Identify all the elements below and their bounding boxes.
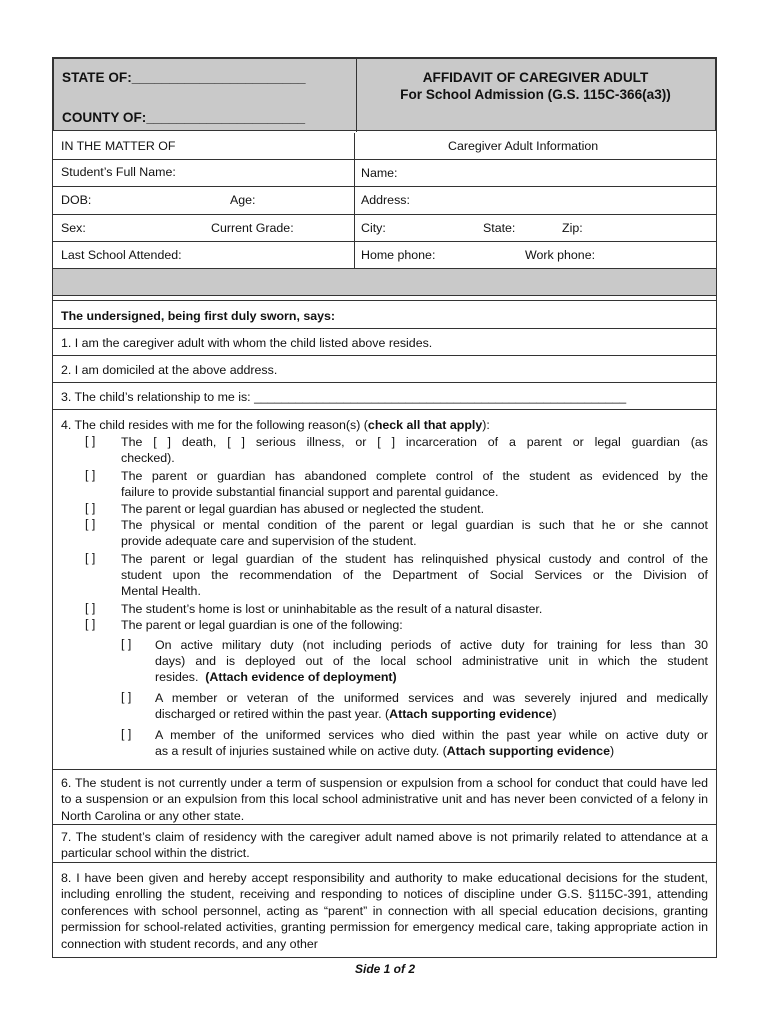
- subreason-3-b: as a result of injuries sustained while on active duty. (: [155, 744, 447, 758]
- subreason-2-checkbox[interactable]: [ ]: [121, 690, 132, 704]
- statement-7-text: 7. The student’s claim of residency with the caregiver adult named above is not primarily related to attendance at a particular school within the district.: [61, 830, 708, 861]
- statement-6-text: 6. The student is not currently under a term of suspension or expulsion from a school for conduct that could have led to a suspension or an expulsion from this local school administrative unit and has never been convicted of a felony in North Carolina or any other state.: [61, 776, 708, 823]
- subreason-3-attach: Attach supporting evidence: [446, 744, 610, 758]
- statement-4-intro: [61, 417, 490, 434]
- subreason-2-text-cont: [155, 706, 556, 723]
- subreason-2-d: ): [552, 707, 557, 721]
- reason-3-checkbox[interactable]: [ ]: [85, 501, 96, 515]
- sex-label[interactable]: Sex:: [61, 221, 86, 235]
- sworn-statement: [53, 300, 716, 329]
- reason-2-text: The parent or guardian has abandoned complete control of the student as evidenced by the: [121, 469, 708, 483]
- statement-1-text: 1. I am the caregiver adult with whom the child listed above resides.: [61, 336, 433, 350]
- reason-7-checkbox[interactable]: [ ]: [85, 617, 96, 631]
- reason-5-checkbox[interactable]: [ ]: [85, 551, 96, 565]
- reason-2-checkbox[interactable]: [ ]: [85, 468, 96, 482]
- statement-7: [53, 825, 716, 863]
- sworn-text: The undersigned, being first duly sworn, says:: [61, 309, 336, 323]
- home-phone-label[interactable]: Home phone:: [361, 248, 436, 262]
- title-cell: [356, 59, 715, 132]
- intro-b: check all that apply: [367, 418, 483, 432]
- dob-label[interactable]: DOB:: [61, 193, 92, 207]
- city-label[interactable]: City:: [361, 221, 386, 235]
- last-school-field[interactable]: [53, 242, 355, 270]
- form-header: [53, 58, 716, 131]
- subreason-1-text-cont: days) and is deployed out of the local school administrative unit in which the student: [155, 654, 708, 668]
- state-of-field[interactable]: STATE OF:_______________________: [62, 70, 306, 85]
- statement-4: [53, 410, 716, 770]
- reason-1-checkbox[interactable]: [ ]: [85, 434, 96, 448]
- phone-row: [355, 242, 716, 270]
- address-label: Address:: [361, 193, 410, 207]
- statement-1: [53, 329, 716, 356]
- reason-1-text: The [ ] death, [ ] serious illness, or [ ] incarceration of a parent or legal guardian (as: [121, 435, 708, 449]
- subreason-3-d: ): [609, 744, 615, 758]
- affidavit-form: [52, 57, 717, 958]
- caregiver-name-field[interactable]: [355, 160, 716, 187]
- caregiver-name-label: Name:: [361, 166, 398, 180]
- statement-6: [53, 770, 716, 825]
- reason-4-text: The physical or mental condition of the parent or legal guardian is such that he or she cannot: [121, 518, 708, 532]
- reason-2-text-cont: failure to provide substantial financial support and parental guidance.: [121, 485, 499, 499]
- student-name-field[interactable]: [53, 160, 355, 187]
- dob-age-row: [53, 187, 355, 215]
- grade-label[interactable]: Current Grade:: [211, 221, 294, 235]
- city-state-zip-row: [355, 215, 716, 242]
- reason-6-text: The student’s home is lost or uninhabitable as the result of a natural disaster.: [121, 602, 543, 616]
- last-school-label: Last School Attended:: [61, 248, 182, 262]
- reason-5-text-cont: student upon the recommendation of the Department of Social Services or the Division of: [121, 568, 708, 582]
- statement-3[interactable]: [53, 383, 716, 410]
- reason-5-text: The parent or legal guardian of the student has relinquished physical custody and control of the: [121, 552, 708, 566]
- subreason-1-text-end: [155, 669, 397, 686]
- subreason-2-text: A member or veteran of the uniformed services and was severely injured and medically: [155, 691, 708, 705]
- jurisdiction-cell: [54, 59, 357, 132]
- subreason-3-text-cont: [155, 743, 614, 760]
- page-footer: Side 1 of 2: [354, 962, 416, 976]
- intro-c: ):: [482, 418, 490, 432]
- reason-1-text-cont: checked).: [121, 451, 175, 465]
- subreason-3-checkbox[interactable]: [ ]: [121, 727, 132, 741]
- matter-label: IN THE MATTER OF: [61, 139, 176, 153]
- reason-6-checkbox[interactable]: [ ]: [85, 601, 96, 615]
- subreason-1-attach: (Attach evidence of deployment): [205, 670, 397, 684]
- separator-bar: [53, 268, 716, 296]
- form-title: AFFIDAVIT OF CAREGIVER ADULT: [422, 70, 649, 85]
- reason-3-text: The parent or legal guardian has abused or neglected the student.: [121, 502, 485, 516]
- sex-grade-row: [53, 215, 355, 242]
- statement-3-text: 3. The child’s relationship to me is: ______________________________________________________: [61, 390, 627, 404]
- intro-a: 4. The child resides with me for the following reason(s) (: [61, 418, 368, 432]
- state-label[interactable]: State:: [483, 221, 516, 235]
- reason-7-text: The parent or legal guardian is one of the following:: [121, 618, 403, 632]
- form-subtitle: For School Admission (G.S. 115C-366(a3)): [400, 87, 671, 102]
- address-field[interactable]: [355, 187, 716, 215]
- caregiver-heading-cell: [355, 133, 716, 160]
- caregiver-heading: Caregiver Adult Information: [448, 139, 599, 153]
- statement-8: [53, 863, 716, 957]
- student-name-label: Student’s Full Name:: [61, 165, 176, 179]
- work-phone-label[interactable]: Work phone:: [525, 248, 596, 262]
- statement-2-text: 2. I am domiciled at the above address.: [61, 363, 278, 377]
- reason-4-checkbox[interactable]: [ ]: [85, 517, 96, 531]
- subreason-1-checkbox[interactable]: [ ]: [121, 637, 132, 651]
- subreason-3-text: A member of the uniformed services who died within the past year while on active duty or: [155, 728, 708, 742]
- subreason-1-resides: resides.: [155, 670, 199, 684]
- subreason-2-b: discharged or retired within the past year. (: [155, 707, 390, 721]
- reason-4-text-cont: provide adequate care and supervision of the student.: [121, 534, 417, 548]
- subreason-2-attach: Attach supporting evidence: [389, 707, 553, 721]
- matter-cell: [53, 133, 355, 160]
- subreason-1-text: On active military duty (not including periods of active duty for training for less than 30: [155, 638, 708, 652]
- zip-label[interactable]: Zip:: [562, 221, 583, 235]
- statement-8-text: 8. I have been given and hereby accept responsibility and authority to make educational decisions for the student, including enrolling the student, receiving and responding to notices of discipline under G.S. §115C-391, attending conferences with school personnel, acting as “parent” in connection with all special education decisions, granting permission for school-related activities, granting permission for emergency medical care, taking appropriate action in connection with student records, and any other: [61, 871, 708, 951]
- age-label[interactable]: Age:: [230, 193, 256, 207]
- county-of-field[interactable]: COUNTY OF:_____________________: [62, 110, 306, 125]
- reason-5-text-end: Mental Health.: [121, 584, 201, 598]
- statement-2: [53, 356, 716, 383]
